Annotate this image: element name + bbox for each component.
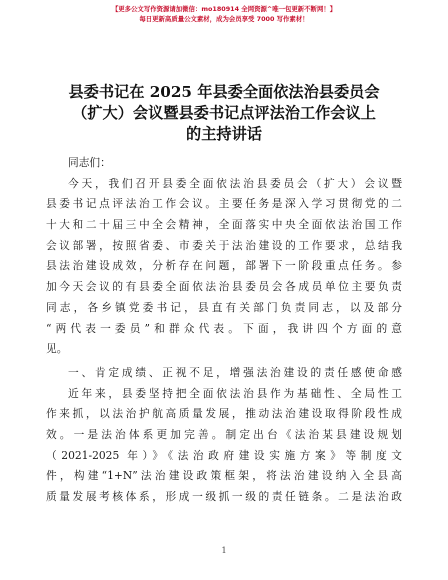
document-body [46, 153, 402, 508]
title-line: （扩大）会议暨县委书记点评法治工作会议上 [72, 104, 376, 122]
paragraph-line: 同志，各乡镇党委书记，县直有关部门负责同志，以及部分 [46, 300, 402, 314]
paragraph-line: 会议部署，按照省委、市委关于法治建设的工作要求，总结我 [46, 238, 402, 252]
paragraph-achievements [46, 384, 402, 508]
document-title [40, 82, 408, 145]
promo-banner-line-1: 【更多公文写作资源请加微信：mo180914 全网资源^唯一包更新不断网！】 [111, 5, 337, 13]
promo-banner [0, 4, 448, 24]
title-line: 的主持讲话 [186, 125, 262, 143]
paragraph-intro [46, 174, 402, 360]
promo-banner-line-2: 每日更新高质量公文素材，成为会员享受 7000 写作素材！ [139, 15, 309, 23]
paragraph-line: 作来抓，以法治护航高质量发展，推动法治建设取得阶段性成 [46, 407, 402, 421]
salutation: 同志们： [68, 156, 111, 169]
section-heading: 一、肯定成绩、正视不足，增强法治建设的责任感使命感 [68, 365, 402, 379]
paragraph-line: 质量发展考核体系，形成一级抓一级的责任链条。二是法治政 [46, 490, 402, 503]
paragraph-line: 近年来，县委坚持把全面依法治县作为基础性、全局性工 [68, 386, 402, 400]
paragraph-line: 件，构建“1+N”法治建设政策框架，将法治建设纳入全县高 [46, 469, 402, 483]
paragraph-line: 县法治建设成效，分析存在问题，部署下一阶段重点任务。参 [46, 259, 402, 273]
title-line: 县委书记在 2025 年县委全面依法治县委员会 [68, 83, 380, 101]
paragraph-line: 效。一是法治体系更加完善。制定出台《法治某县建设规划 [46, 427, 402, 441]
page-number: 1 [221, 546, 227, 555]
paragraph-line: （2021-2025 年）》《法治政府建设实施方案》等制度文 [46, 448, 402, 462]
paragraph-line: “两代表一委员”和群众代表。下面，我讲四个方面的意 [46, 321, 402, 335]
paragraph-line: 十大和二十届三中全会精神，全面落实中央全面依法治国工作 [46, 218, 402, 232]
paragraph-line: 今天，我们召开县委全面依法治县委员会（扩大）会议暨 [68, 176, 402, 190]
paragraph-line: 加今天会议的有县委全面依法治县委员会各成员单位主要负责 [46, 280, 402, 294]
paragraph-line: 见。 [46, 342, 68, 356]
paragraph-line: 县委书记点评法治工作会议。主要任务是深入学习贯彻党的二 [46, 197, 402, 211]
